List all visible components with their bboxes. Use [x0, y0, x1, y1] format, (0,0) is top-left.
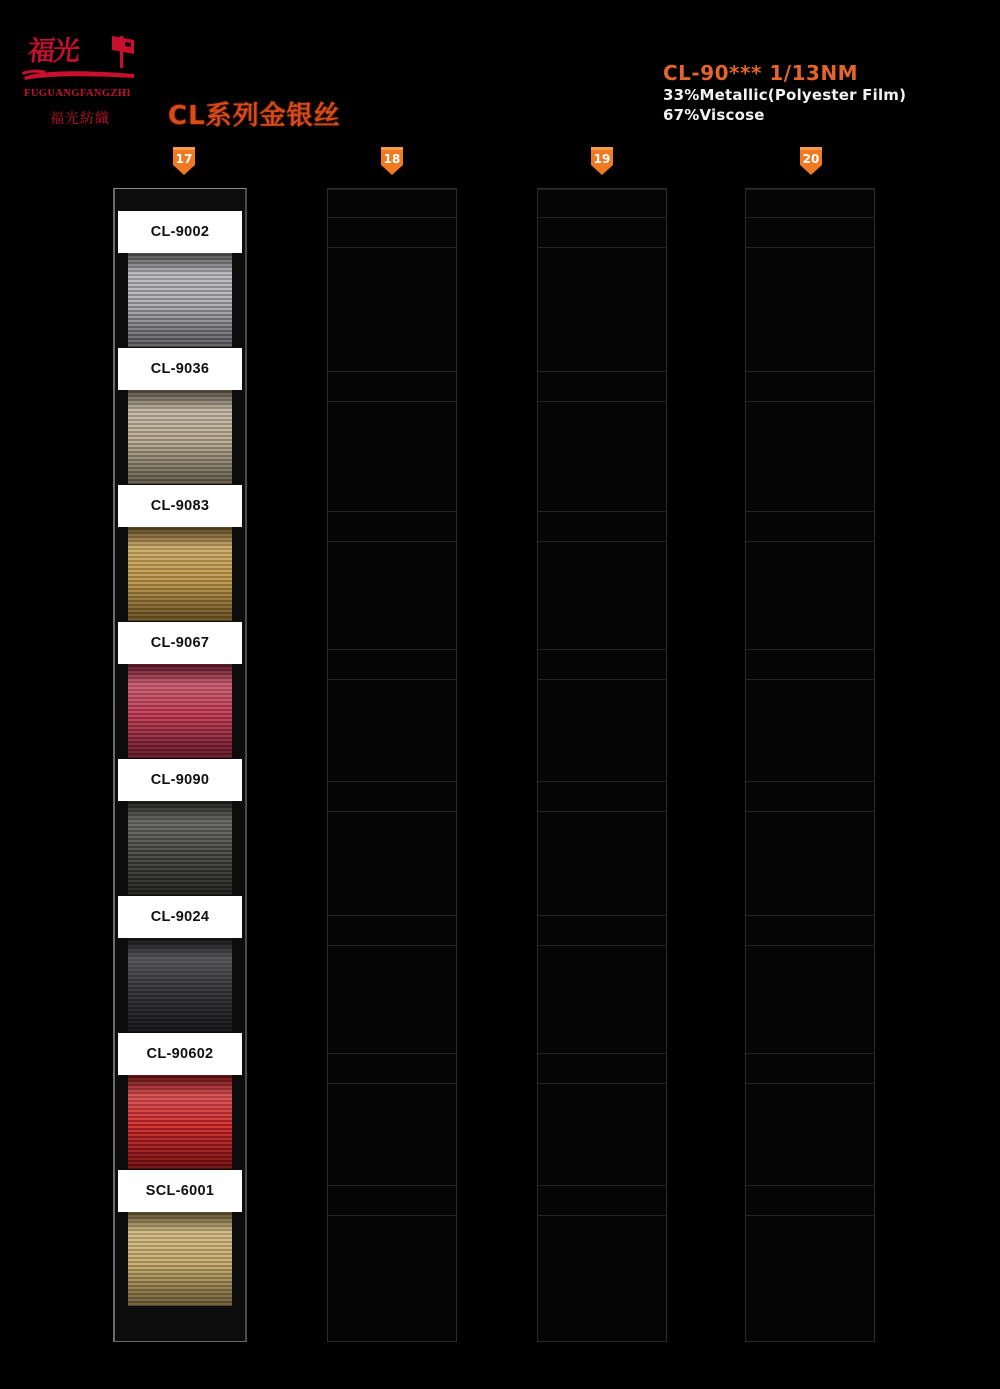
row-divider	[746, 1053, 874, 1054]
row-divider	[328, 649, 456, 650]
swatch-entry[interactable]	[115, 1170, 245, 1306]
logo-chinese-mark: 福光	[26, 36, 80, 67]
yarn-swatch	[128, 801, 232, 895]
yarn-swatch	[128, 527, 232, 621]
row-divider	[538, 781, 666, 782]
row-divider	[328, 1185, 456, 1186]
column-tag-18[interactable]	[378, 146, 406, 176]
swatch-code-label: SCL-6001	[118, 1170, 242, 1212]
row-divider	[746, 371, 874, 372]
empty-row-guides	[538, 189, 666, 1341]
swatch-code-label: CL-9083	[118, 485, 242, 527]
swatch-code-label: CL-9036	[118, 348, 242, 390]
swatch-entry[interactable]	[115, 485, 245, 621]
row-divider	[538, 649, 666, 650]
row-divider	[746, 401, 874, 402]
swatch-column-18[interactable]	[327, 188, 457, 1342]
row-divider	[328, 945, 456, 946]
row-divider	[538, 1215, 666, 1216]
company-logo	[22, 38, 167, 133]
yarn-swatch	[128, 1075, 232, 1169]
yarn-swatch	[128, 253, 232, 347]
row-divider	[746, 915, 874, 916]
empty-row-guides	[746, 189, 874, 1341]
row-divider	[328, 1215, 456, 1216]
swatch-column-17[interactable]	[113, 188, 247, 1342]
row-divider	[328, 915, 456, 916]
swatch-column-19[interactable]	[537, 188, 667, 1342]
metallic-sheen	[128, 801, 232, 895]
swatch-entry[interactable]	[115, 622, 245, 758]
yarn-swatch	[128, 390, 232, 484]
column-tag-label: 20	[802, 152, 820, 166]
swatch-code-label: CL-9067	[118, 622, 242, 664]
swatch-code-label: CL-9090	[118, 759, 242, 801]
swatch-entry[interactable]	[115, 1033, 245, 1169]
row-divider	[746, 511, 874, 512]
row-divider	[746, 1185, 874, 1186]
column-tag-20[interactable]	[797, 146, 825, 176]
row-divider	[538, 401, 666, 402]
column-tag-label: 18	[383, 152, 401, 166]
swatch-code-label: CL-90602	[118, 1033, 242, 1075]
metallic-sheen	[128, 1075, 232, 1169]
swatch-entry[interactable]	[115, 211, 245, 347]
row-divider	[328, 1083, 456, 1084]
row-divider	[746, 189, 874, 190]
swatch-entry[interactable]	[115, 896, 245, 1032]
row-divider	[746, 781, 874, 782]
row-divider	[538, 1083, 666, 1084]
row-divider	[538, 811, 666, 812]
row-divider	[538, 945, 666, 946]
row-divider	[328, 189, 456, 190]
row-divider	[538, 247, 666, 248]
row-divider	[746, 541, 874, 542]
row-divider	[538, 679, 666, 680]
metallic-sheen	[128, 938, 232, 1032]
row-divider	[538, 189, 666, 190]
row-divider	[328, 781, 456, 782]
specification-block	[663, 60, 906, 126]
row-divider	[746, 217, 874, 218]
metallic-sheen	[128, 390, 232, 484]
row-divider	[746, 649, 874, 650]
spec-composition-2: 67%Viscose	[663, 106, 765, 125]
row-divider	[328, 217, 456, 218]
swatch-code-label: CL-9002	[118, 211, 242, 253]
row-divider	[538, 1053, 666, 1054]
column-tag-17[interactable]	[170, 146, 198, 176]
logo-mark	[22, 38, 142, 90]
empty-row-guides	[328, 189, 456, 1341]
metallic-sheen	[128, 1212, 232, 1306]
row-divider	[746, 679, 874, 680]
series-title: CL系列金银丝	[168, 101, 341, 131]
row-divider	[538, 371, 666, 372]
column-tag-label: 17	[175, 152, 193, 166]
yarn-swatch	[128, 938, 232, 1032]
logo-chinese-subtitle: 福光紡織	[50, 111, 110, 127]
row-divider	[538, 217, 666, 218]
metallic-sheen	[128, 527, 232, 621]
row-divider	[328, 371, 456, 372]
spec-composition-1: 33%Metallic(Polyester Film)	[663, 86, 907, 105]
row-divider	[746, 945, 874, 946]
swatch-entry[interactable]	[115, 759, 245, 895]
row-divider	[328, 511, 456, 512]
row-divider	[746, 1083, 874, 1084]
row-divider	[746, 811, 874, 812]
yarn-swatch	[128, 664, 232, 758]
row-divider	[328, 401, 456, 402]
logo-pinyin: FUGUANGFANGZHI	[24, 88, 131, 99]
row-divider	[538, 915, 666, 916]
swatch-entry[interactable]	[115, 348, 245, 484]
swatch-code-label: CL-9024	[118, 896, 242, 938]
row-divider	[328, 541, 456, 542]
column-tag-label: 19	[593, 152, 611, 166]
row-divider	[328, 247, 456, 248]
yarn-swatch	[128, 1212, 232, 1306]
swatch-column-20[interactable]	[745, 188, 875, 1342]
row-divider	[328, 679, 456, 680]
row-divider	[328, 811, 456, 812]
flag-icon	[108, 34, 138, 68]
row-divider	[538, 511, 666, 512]
row-divider	[538, 1185, 666, 1186]
column-tag-19[interactable]	[588, 146, 616, 176]
spec-code: CL-90*** 1/13NM	[663, 61, 859, 85]
logo-brush-stroke-icon	[22, 68, 140, 82]
row-divider	[328, 1053, 456, 1054]
metallic-sheen	[128, 253, 232, 347]
row-divider	[746, 1215, 874, 1216]
row-divider	[746, 247, 874, 248]
row-divider	[538, 541, 666, 542]
metallic-sheen	[128, 664, 232, 758]
